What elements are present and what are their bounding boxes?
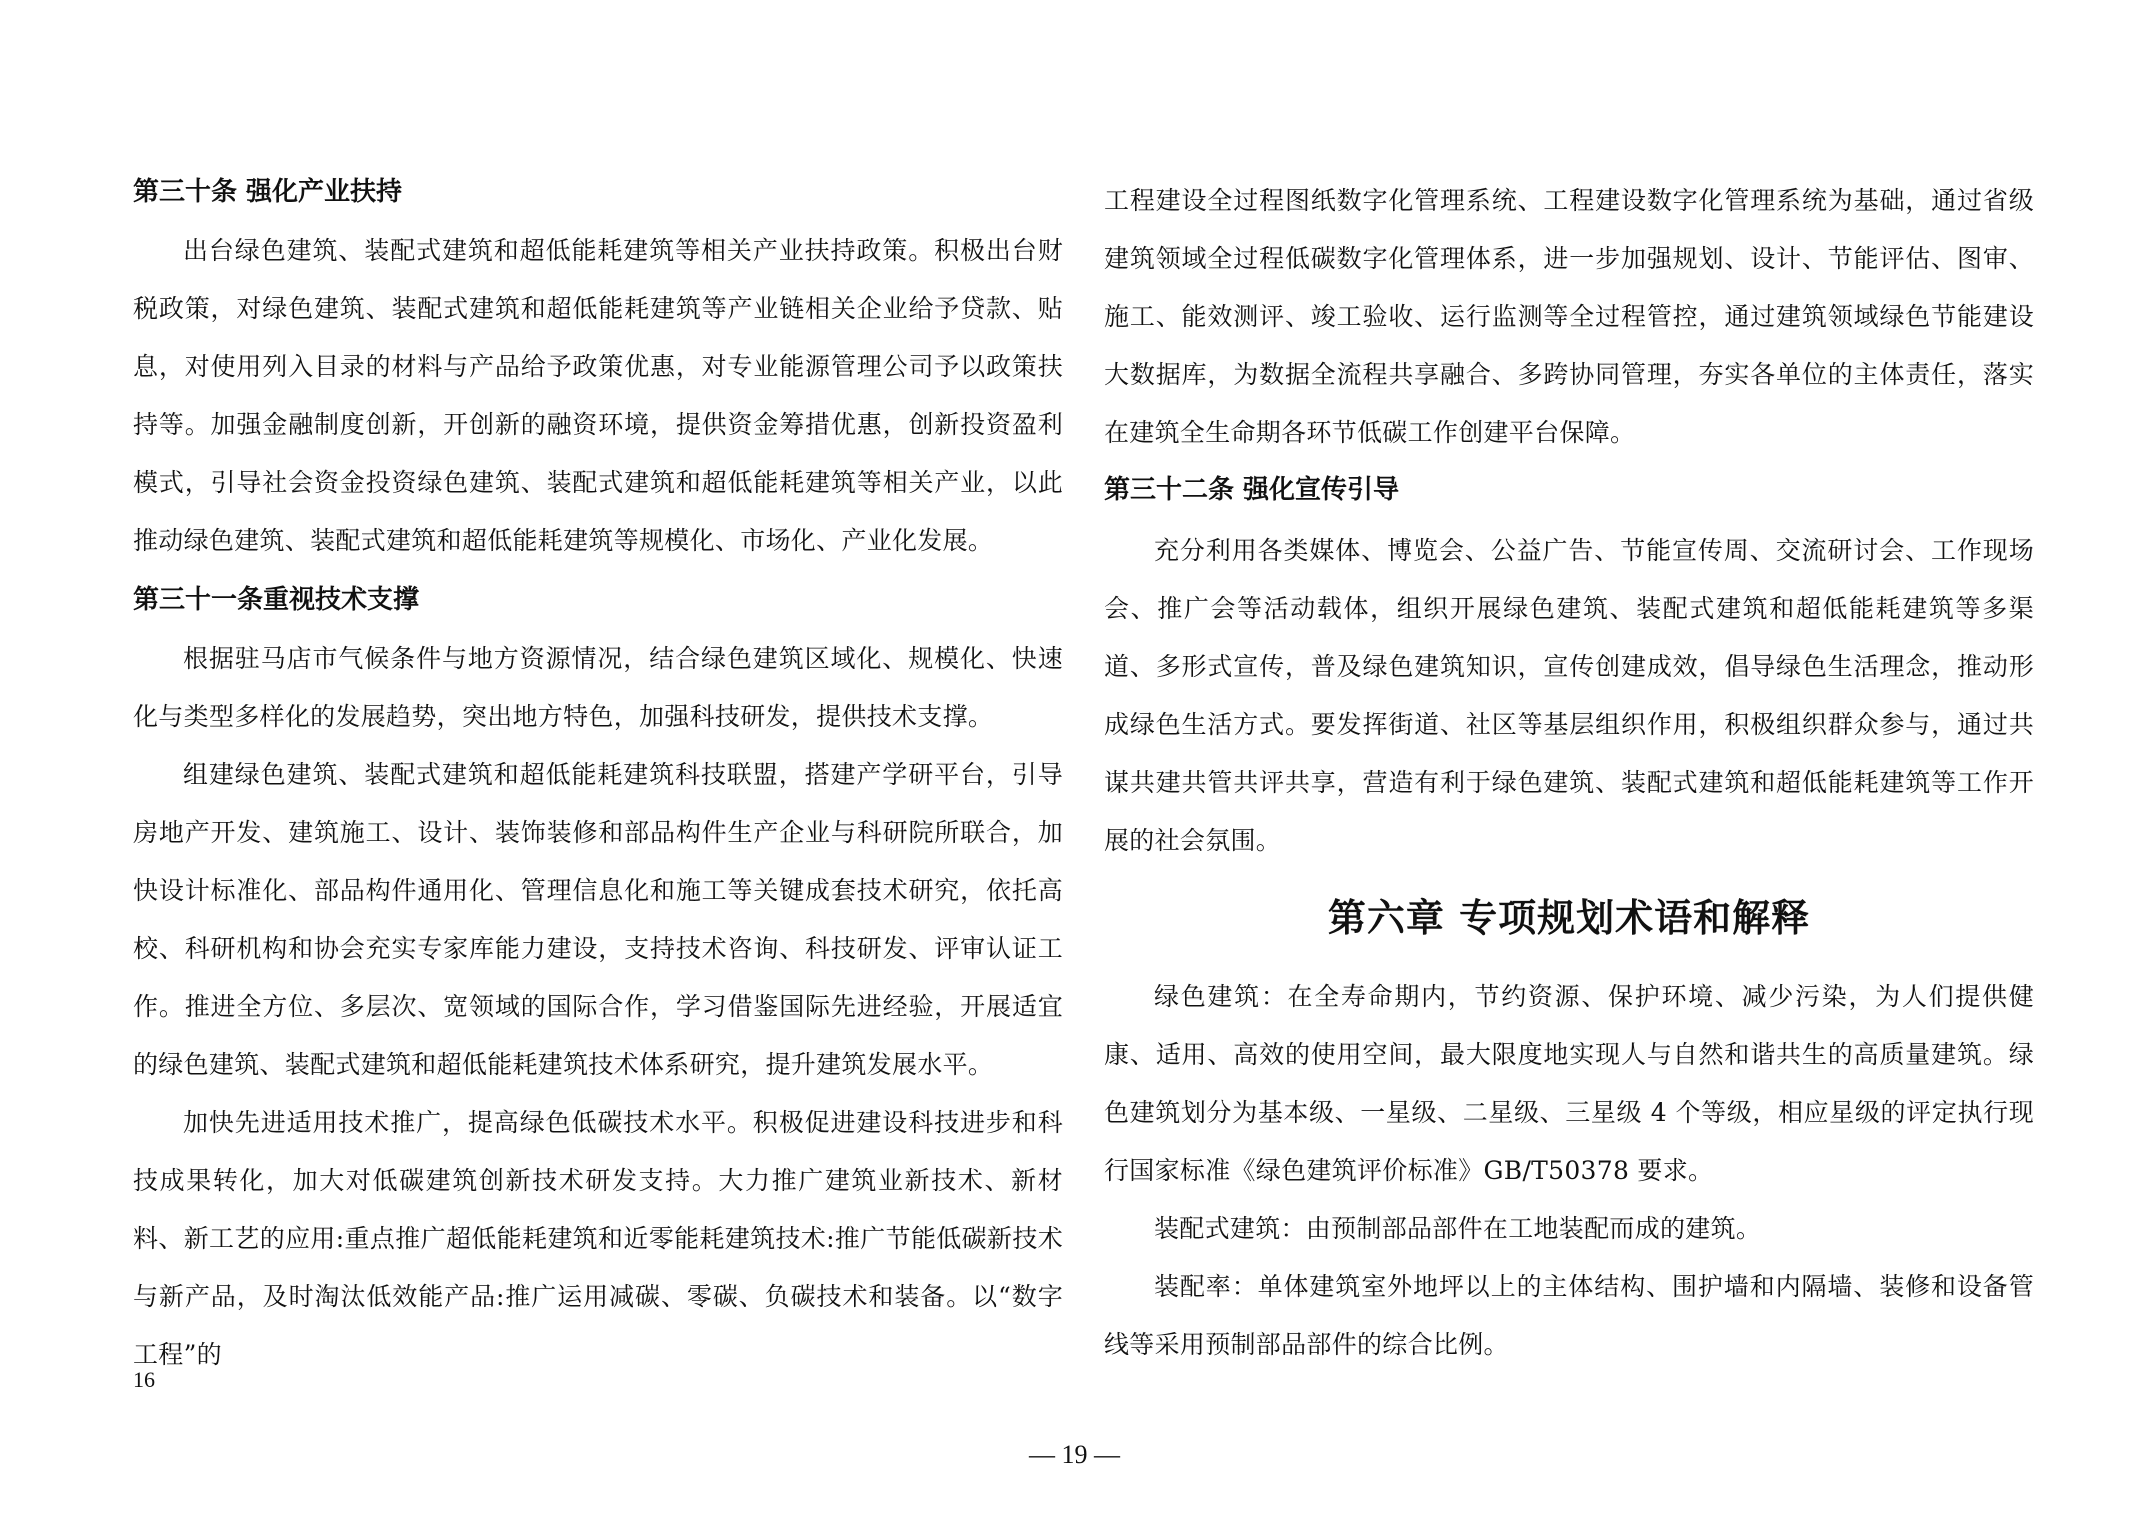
left-column [133,172,1063,1384]
page-number: — 19 — [1029,1440,1120,1469]
section-heading-30: 第三十条 强化产业扶持 [133,177,403,207]
paragraph-industry-support: 出台绿色建筑、装配式建筑和超低能耗建筑等相关产业扶持政策。积极出台财税政策，对绿色建筑、装配式建筑和超低能耗建筑等产业链相关企业给予贷款、贴息，对使用列入目录的材料与产品给予政策优惠，对专业能源管理公司予以政策扶持等。加强金融制度创新，开创新的融资环境，提供资金筹措优惠，创新投资盈利模式，引导社会资金投资绿色建筑、装配式建筑和超低能耗建筑等相关产业，以此推动绿色建筑、装配式建筑和超低能耗建筑等规模化、市场化、产业化发展。 [133,236,1063,555]
right-column [1104,172,2034,1374]
section-heading-31: 第三十一条重视技术支撑 [133,585,420,615]
chapter-title: 第六章 专项规划术语和解释 [1327,896,1811,940]
paragraph-tech-promotion: 加快先进适用技术推广，提高绿色低碳技术水平。积极促进建设科技进步和科技成果转化，加大对低碳建筑创新技术研发支持。大力推广建筑业新技术、新材料、新工艺的应用:重点推广超低能耗建筑和近零能耗建筑技术:推广节能低碳新技术与新产品，及时淘汰低效能产品:推广运用减碳、零碳、负碳技术和装备。以“数字工程”的 [133,1108,1063,1369]
paragraph-tech-alliance: 组建绿色建筑、装配式建筑和超低能耗建筑科技联盟，搭建产学研平台，引导房地产开发、建筑施工、设计、装饰装修和部品构件生产企业与科研院所联合，加快设计标准化、部品构件通用化、管理信息化和施工等关键成套技术研究，依托高校、科研机构和协会充实专家库能力建设，支持技术咨询、科技研发、评审认证工作。推进全方位、多层次、宽领域的国际合作，学习借鉴国际先进经验，开展适宜的绿色建筑、装配式建筑和超低能耗建筑技术体系研究，提升建筑发展水平。 [133,760,1063,1079]
paragraph-climate-resources: 根据驻马店市气候条件与地方资源情况，结合绿色建筑区域化、规模化、快速化与类型多样化的发展趋势，突出地方特色，加强科技研发，提供技术支撑。 [133,644,1063,731]
paragraph-publicity: 充分利用各类媒体、博览会、公益广告、节能宣传周、交流研讨会、工作现场会、推广会等活动载体，组织开展绿色建筑、装配式建筑和超低能耗建筑等多渠道、多形式宣传，普及绿色建筑知识，宣传创建成效，倡导绿色生活理念，推动形成绿色生活方式。要发挥街道、社区等基层组织作用，积极组织群众参与，通过共谋共建共管共评共享，营造有利于绿色建筑、装配式建筑和超低能耗建筑等工作开展的社会氛围。 [1104,536,2034,855]
paragraph-digital-management: 工程建设全过程图纸数字化管理系统、工程建设数字化管理系统为基础，通过省级建筑领域全过程低碳数字化管理体系，进一步加强规划、设计、节能评估、图审、施工、能效测评、竣工验收、运行监测等全过程管控，通过建筑领域绿色节能建设大数据库，为数据全流程共享融合、多跨协同管理，夯实各单位的主体责任，落实在建筑全生命期各环节低碳工作创建平台保障。 [1104,186,2034,447]
definition-prefab-building: 装配式建筑：由预制部品部件在工地装配而成的建筑。 [1154,1214,1762,1243]
section-heading-32: 第三十二条 强化宣传引导 [1104,475,1400,505]
original-page-number: 16 [133,1367,155,1392]
definition-assembly-rate: 装配率：单体建筑室外地坪以上的主体结构、围护墙和内隔墙、装修和设备管线等采用预制部品部件的综合比例。 [1104,1272,2034,1359]
definition-green-building: 绿色建筑：在全寿命期内，节约资源、保护环境、减少污染，为人们提供健康、适用、高效的使用空间，最大限度地实现人与自然和谐共生的高质量建筑。绿色建筑划分为基本级、一星级、二星级、三星级 4 个等级，相应星级的评定执行现行国家标准《绿色建筑评价标准》GB/T50378 要求。 [1104,982,2034,1185]
